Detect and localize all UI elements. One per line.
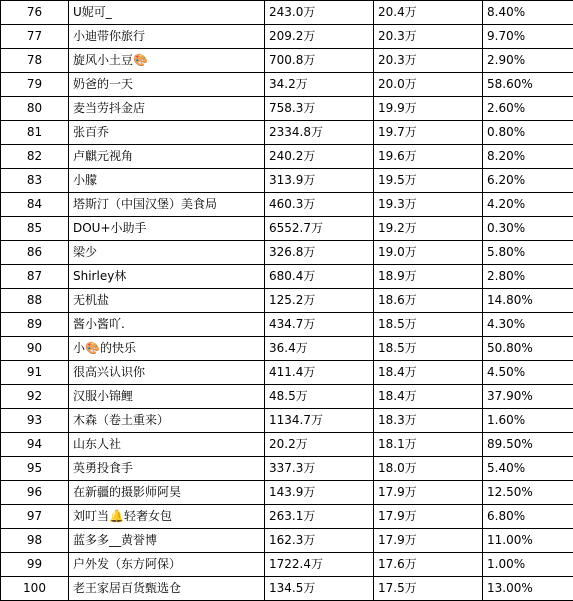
rank-cell: 81 (1, 121, 69, 145)
account-name-cell: 在新疆的摄影师阿昊 (69, 481, 265, 505)
fans-count-cell: 240.2万 (265, 145, 374, 169)
score-cell: 17.9万 (374, 505, 483, 529)
rank-cell: 85 (1, 217, 69, 241)
fans-count-cell: 326.8万 (265, 241, 374, 265)
fans-count-cell: 143.9万 (265, 481, 374, 505)
score-cell: 18.4万 (374, 361, 483, 385)
rate-cell: 5.80% (483, 241, 573, 265)
rank-cell: 88 (1, 289, 69, 313)
rate-cell: 2.60% (483, 97, 573, 121)
rate-cell: 4.30% (483, 313, 573, 337)
rank-cell: 93 (1, 409, 69, 433)
score-cell: 20.3万 (374, 25, 483, 49)
score-cell: 18.3万 (374, 409, 483, 433)
rank-cell: 84 (1, 193, 69, 217)
fans-count-cell: 460.3万 (265, 193, 374, 217)
rate-cell: 37.90% (483, 385, 573, 409)
rate-cell: 11.00% (483, 529, 573, 553)
rank-cell: 89 (1, 313, 69, 337)
rate-cell: 2.90% (483, 49, 573, 73)
fans-count-cell: 34.2万 (265, 73, 374, 97)
rate-cell: 58.60% (483, 73, 573, 97)
table-row (1, 313, 573, 337)
account-name-cell: 山东人社 (69, 433, 265, 457)
table-row (1, 289, 573, 313)
score-cell: 20.4万 (374, 1, 483, 25)
fans-count-cell: 36.4万 (265, 337, 374, 361)
table-row (1, 49, 573, 73)
account-name-cell: 小迪带你旅行 (69, 25, 265, 49)
account-name-cell: 刘叮当🔔轻奢女包 (69, 505, 265, 529)
rank-cell: 76 (1, 1, 69, 25)
fans-count-cell: 2334.8万 (265, 121, 374, 145)
account-name-cell: U妮可_ (69, 1, 265, 25)
account-name-cell: 小朦 (69, 169, 265, 193)
table-row (1, 73, 573, 97)
rank-cell: 79 (1, 73, 69, 97)
account-name-cell: 张百乔 (69, 121, 265, 145)
table-row (1, 505, 573, 529)
account-name-cell: 酱小酱吖. (69, 313, 265, 337)
fans-count-cell: 134.5万 (265, 577, 374, 601)
rate-cell: 50.80% (483, 337, 573, 361)
table-row (1, 1, 573, 25)
account-name-cell: 很高兴认识你 (69, 361, 265, 385)
fans-count-cell: 243.0万 (265, 1, 374, 25)
table-row (1, 217, 573, 241)
table-row (1, 529, 573, 553)
fans-count-cell: 434.7万 (265, 313, 374, 337)
account-name-cell: 旋风小土豆🎨 (69, 49, 265, 73)
rank-cell: 87 (1, 265, 69, 289)
ranking-table-body (1, 1, 573, 601)
account-name-cell: 小🎨的快乐 (69, 337, 265, 361)
score-cell: 18.6万 (374, 289, 483, 313)
rate-cell: 14.80% (483, 289, 573, 313)
rank-cell: 96 (1, 481, 69, 505)
table-row (1, 97, 573, 121)
table-row (1, 409, 573, 433)
rate-cell: 89.50% (483, 433, 573, 457)
account-name-cell: 梁少 (69, 241, 265, 265)
table-row (1, 481, 573, 505)
table-row (1, 193, 573, 217)
rate-cell: 1.60% (483, 409, 573, 433)
rank-cell: 77 (1, 25, 69, 49)
table-row (1, 433, 573, 457)
score-cell: 19.6万 (374, 145, 483, 169)
rank-cell: 90 (1, 337, 69, 361)
rank-cell: 100 (1, 577, 69, 601)
account-name-cell: 老王家居百货甄选仓 (69, 577, 265, 601)
account-name-cell: 英勇投食手 (69, 457, 265, 481)
rate-cell: 1.00% (483, 553, 573, 577)
score-cell: 17.6万 (374, 553, 483, 577)
table-row (1, 145, 573, 169)
rank-cell: 98 (1, 529, 69, 553)
rate-cell: 12.50% (483, 481, 573, 505)
table-row (1, 25, 573, 49)
rank-cell: 86 (1, 241, 69, 265)
table-row (1, 457, 573, 481)
score-cell: 19.5万 (374, 169, 483, 193)
account-name-cell: 奶爸的一天 (69, 73, 265, 97)
account-name-cell: 无机盐 (69, 289, 265, 313)
table-row (1, 169, 573, 193)
rank-cell: 80 (1, 97, 69, 121)
fans-count-cell: 209.2万 (265, 25, 374, 49)
rate-cell: 4.50% (483, 361, 573, 385)
account-name-cell: Shirley林 (69, 265, 265, 289)
rate-cell: 0.80% (483, 121, 573, 145)
account-name-cell: 蓝多多__黄誉博 (69, 529, 265, 553)
score-cell: 19.3万 (374, 193, 483, 217)
rate-cell: 2.80% (483, 265, 573, 289)
account-name-cell: 卢麒元视角 (69, 145, 265, 169)
rate-cell: 13.00% (483, 577, 573, 601)
fans-count-cell: 680.4万 (265, 265, 374, 289)
fans-count-cell: 1722.4万 (265, 553, 374, 577)
account-name-cell: 塔斯汀（中国汉堡）美食局 (69, 193, 265, 217)
rate-cell: 6.20% (483, 169, 573, 193)
rank-cell: 82 (1, 145, 69, 169)
rank-cell: 91 (1, 361, 69, 385)
account-name-cell: 麦当劳抖金店 (69, 97, 265, 121)
score-cell: 17.9万 (374, 481, 483, 505)
rank-cell: 95 (1, 457, 69, 481)
rank-cell: 94 (1, 433, 69, 457)
rate-cell: 0.30% (483, 217, 573, 241)
rank-cell: 78 (1, 49, 69, 73)
score-cell: 17.5万 (374, 577, 483, 601)
rank-cell: 97 (1, 505, 69, 529)
account-name-cell: 汉服小锦鲤 (69, 385, 265, 409)
score-cell: 18.0万 (374, 457, 483, 481)
fans-count-cell: 263.1万 (265, 505, 374, 529)
score-cell: 20.0万 (374, 73, 483, 97)
score-cell: 19.7万 (374, 121, 483, 145)
table-row (1, 265, 573, 289)
fans-count-cell: 125.2万 (265, 289, 374, 313)
fans-count-cell: 48.5万 (265, 385, 374, 409)
score-cell: 18.5万 (374, 337, 483, 361)
account-name-cell: DOU+小助手 (69, 217, 265, 241)
rate-cell: 9.70% (483, 25, 573, 49)
score-cell: 19.0万 (374, 241, 483, 265)
fans-count-cell: 700.8万 (265, 49, 374, 73)
score-cell: 18.9万 (374, 265, 483, 289)
fans-count-cell: 20.2万 (265, 433, 374, 457)
fans-count-cell: 411.4万 (265, 361, 374, 385)
score-cell: 18.5万 (374, 313, 483, 337)
rate-cell: 6.80% (483, 505, 573, 529)
score-cell: 19.9万 (374, 97, 483, 121)
rate-cell: 8.40% (483, 1, 573, 25)
score-cell: 17.9万 (374, 529, 483, 553)
fans-count-cell: 313.9万 (265, 169, 374, 193)
rank-cell: 99 (1, 553, 69, 577)
rate-cell: 5.40% (483, 457, 573, 481)
fans-count-cell: 162.3万 (265, 529, 374, 553)
score-cell: 20.3万 (374, 49, 483, 73)
score-cell: 18.1万 (374, 433, 483, 457)
table-row (1, 385, 573, 409)
score-cell: 18.4万 (374, 385, 483, 409)
table-row (1, 577, 573, 601)
table-row (1, 337, 573, 361)
table-row (1, 241, 573, 265)
account-name-cell: 木森（卷土重来） (69, 409, 265, 433)
table-row (1, 553, 573, 577)
fans-count-cell: 758.3万 (265, 97, 374, 121)
table-row (1, 361, 573, 385)
fans-count-cell: 337.3万 (265, 457, 374, 481)
fans-count-cell: 6552.7万 (265, 217, 374, 241)
table-row (1, 121, 573, 145)
score-cell: 19.2万 (374, 217, 483, 241)
rate-cell: 4.20% (483, 193, 573, 217)
account-name-cell: 户外发（东方阿保） (69, 553, 265, 577)
fans-count-cell: 1134.7万 (265, 409, 374, 433)
rank-cell: 83 (1, 169, 69, 193)
rate-cell: 8.20% (483, 145, 573, 169)
rank-cell: 92 (1, 385, 69, 409)
